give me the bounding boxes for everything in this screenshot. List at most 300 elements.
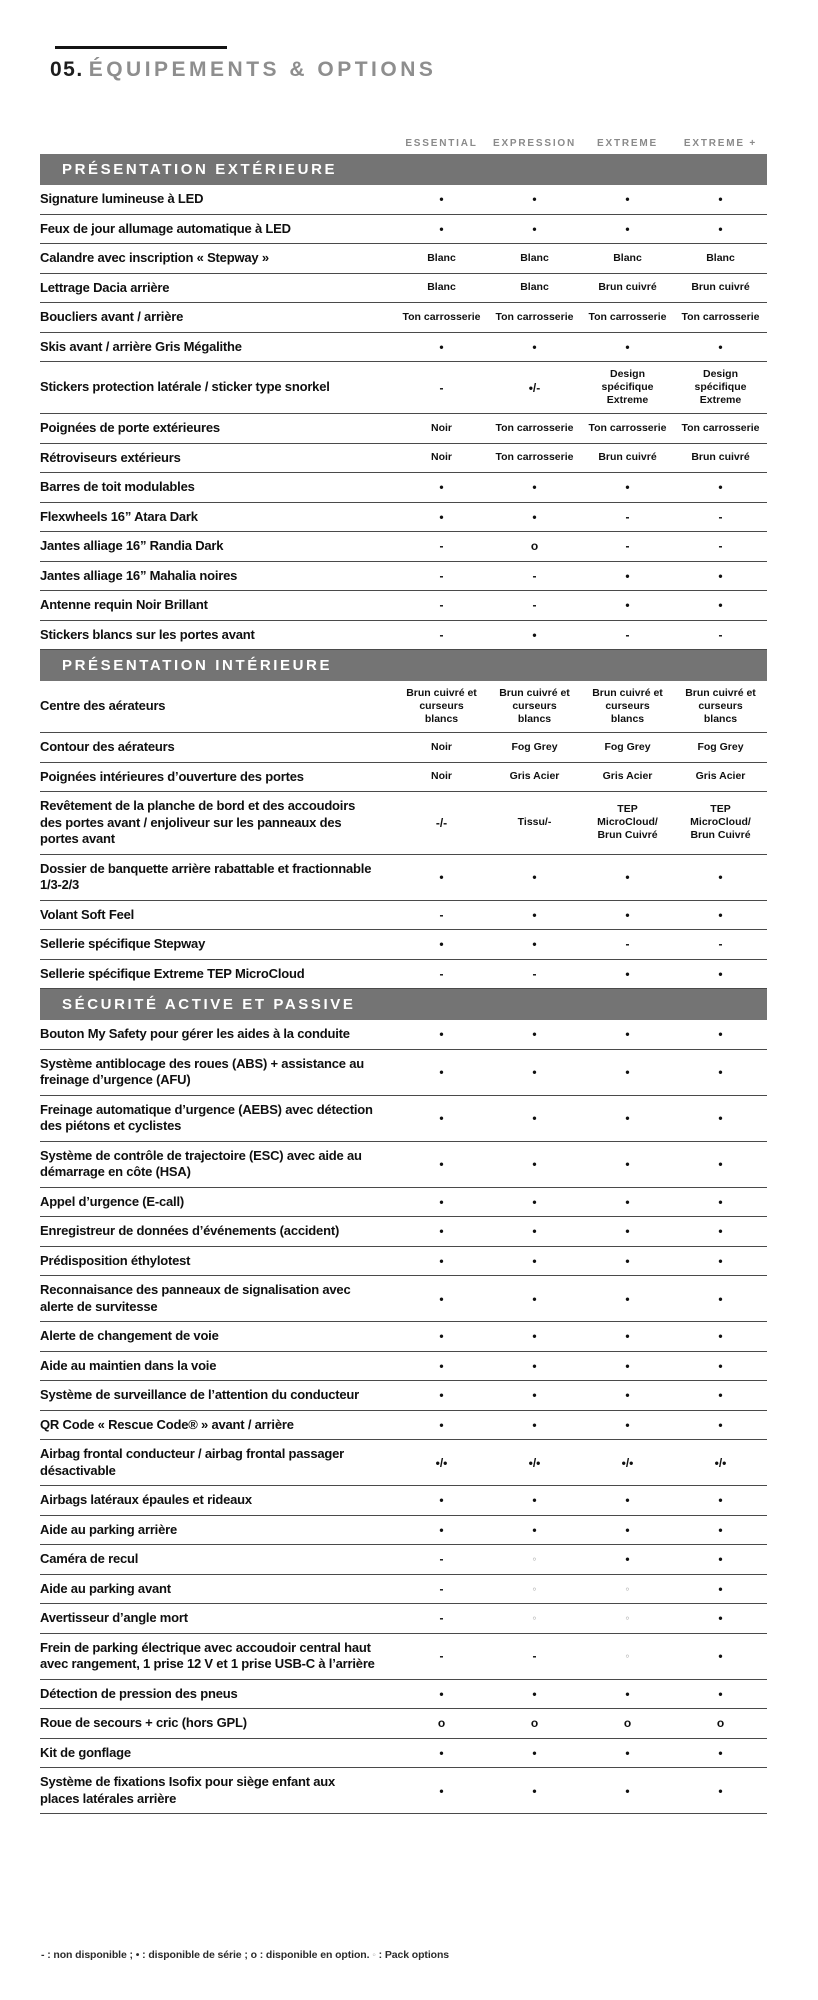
availability-cell: [395, 1196, 488, 1208]
availability-value: •: [625, 1329, 630, 1344]
availability-value: •: [718, 966, 723, 981]
availability-value: •: [439, 1329, 444, 1344]
availability-value: Tissu/-: [517, 816, 552, 829]
table-row: [40, 1411, 767, 1441]
table-row: [40, 1634, 767, 1680]
availability-cell: [674, 871, 767, 883]
pack-option-symbol: ◦: [625, 1611, 630, 1626]
availability-cell: [581, 570, 674, 582]
availability-value: •: [439, 1686, 444, 1701]
availability-value: •: [718, 1581, 723, 1596]
availability-value: •: [625, 966, 630, 981]
availability-cell: [488, 540, 581, 552]
availability-cell: [395, 1330, 488, 1342]
availability-cell: [395, 1747, 488, 1759]
availability-cell: [581, 1457, 674, 1469]
availability-cell: [581, 1360, 674, 1372]
availability-value: •: [718, 568, 723, 583]
availability-cell: [581, 1785, 674, 1797]
feature-label: Aide au maintien dans la voie: [40, 1357, 217, 1373]
availability-value: •: [625, 1417, 630, 1432]
availability-cell: [395, 1612, 488, 1624]
availability-cell: [581, 341, 674, 353]
availability-cell: [488, 968, 581, 980]
availability-cell: [581, 223, 674, 235]
table-row: [40, 855, 767, 901]
availability-cell: [488, 1255, 581, 1267]
table-row: [40, 215, 767, 245]
feature-label: Avertisseur d’angle mort: [40, 1610, 188, 1625]
availability-value: Blanc: [520, 281, 549, 294]
availability-cell: [674, 1389, 767, 1401]
legend-text: - : non disponible ; • : disponible de série ; o : disponible en option.: [41, 1948, 373, 1961]
availability-cell: [581, 1158, 674, 1170]
availability-cell: [488, 871, 581, 883]
availability-cell: [674, 193, 767, 205]
availability-value: •: [718, 1388, 723, 1403]
table-row: [40, 1217, 767, 1247]
feature-label: Flexwheels 16” Atara Dark: [40, 508, 198, 524]
availability-cell: [395, 741, 488, 754]
table-row: [40, 1247, 767, 1277]
availability-value: •: [439, 480, 444, 495]
availability-cell: [395, 540, 488, 552]
availability-cell: [488, 599, 581, 611]
availability-cell: [395, 1293, 488, 1305]
section-header: [40, 989, 767, 1020]
table-row: [40, 414, 767, 444]
feature-label: QR Code « Rescue Code® » avant / arrière: [40, 1416, 294, 1432]
availability-cell: [674, 1255, 767, 1267]
availability-value: -: [718, 627, 723, 642]
availability-value: •: [532, 1783, 537, 1798]
feature-label: Jantes alliage 16” Mahalia noires: [40, 567, 238, 583]
availability-cell: [395, 1255, 488, 1267]
availability-cell: [581, 629, 674, 641]
availability-cell: [395, 817, 488, 829]
feature-label: Système antiblocage des roues (ABS) + assistance au freinage d’urgence (AFU): [40, 1055, 364, 1087]
availability-cell: [395, 341, 488, 353]
feature-label: Kit de gonflage: [40, 1744, 131, 1760]
availability-cell: [581, 1293, 674, 1305]
availability-value: Ton carrosserie: [402, 310, 481, 323]
availability-value: •: [625, 1686, 630, 1701]
availability-value: Design spécifique Extreme: [601, 368, 654, 406]
availability-cell: [395, 1028, 488, 1040]
availability-value: •: [532, 627, 537, 642]
feature-label: Enregistreur de données d’événements (accident): [40, 1223, 340, 1238]
feature-label: Airbag frontal conducteur / airbag frontal passager désactivable: [40, 1446, 345, 1478]
availability-value: •: [532, 1027, 537, 1042]
availability-value: Blanc: [520, 251, 549, 264]
availability-value: Brun cuivré: [598, 281, 657, 294]
availability-value: •: [439, 1065, 444, 1079]
table-row: [40, 333, 767, 363]
availability-cell: [488, 281, 581, 294]
availability-cell: [488, 1158, 581, 1170]
availability-cell: [581, 770, 674, 783]
availability-cell: [488, 1688, 581, 1700]
availability-value: •: [718, 1027, 723, 1042]
table-row: [40, 1680, 767, 1710]
availability-value: •: [718, 1111, 723, 1125]
availability-cell: [581, 1553, 674, 1565]
section-header: [40, 154, 767, 185]
availability-cell: [674, 451, 767, 464]
pack-option-symbol: ◦: [532, 1552, 537, 1567]
availability-value: •: [718, 1745, 723, 1760]
availability-cell: [395, 871, 488, 883]
availability-value: •: [625, 480, 630, 495]
availability-cell: [674, 909, 767, 921]
title-rule: [55, 46, 227, 49]
table-row: [40, 1142, 767, 1188]
availability-value: -: [625, 539, 630, 554]
availability-value: -/-: [435, 815, 448, 830]
availability-cell: [395, 1389, 488, 1401]
availability-value: •: [532, 192, 537, 207]
availability-cell: [488, 1583, 581, 1595]
availability-cell: [395, 1066, 488, 1078]
availability-cell: [488, 1293, 581, 1305]
availability-value: -: [625, 937, 630, 952]
availability-cell: [488, 1612, 581, 1624]
table-row: [40, 562, 767, 592]
availability-value: •: [718, 1224, 723, 1239]
availability-cell: [488, 1360, 581, 1372]
feature-label: Alerte de changement de voie: [40, 1328, 219, 1343]
availability-value: •/•: [621, 1455, 634, 1470]
availability-cell: [674, 770, 767, 783]
availability-cell: [488, 252, 581, 265]
availability-cell: [581, 1196, 674, 1208]
availability-cell: [674, 1612, 767, 1624]
availability-value: •: [439, 1224, 444, 1239]
availability-value: Ton carrosserie: [681, 310, 760, 323]
availability-cell: [581, 252, 674, 265]
feature-label: Prédisposition éthylotest: [40, 1252, 191, 1268]
availability-value: -: [439, 1581, 444, 1596]
availability-cell: [488, 223, 581, 235]
availability-cell: [581, 1389, 674, 1401]
availability-cell: [395, 1717, 488, 1729]
availability-cell: [395, 909, 488, 921]
availability-value: •: [532, 1065, 537, 1079]
availability-value: •: [439, 509, 444, 524]
availability-value: TEP MicroCloud/ Brun Cuivré: [597, 803, 658, 842]
availability-cell: [395, 1225, 488, 1237]
availability-cell: [395, 1650, 488, 1662]
availability-value: •: [532, 1388, 537, 1403]
availability-value: •: [439, 1745, 444, 1760]
availability-value: -: [532, 598, 537, 613]
availability-value: •: [625, 1111, 630, 1125]
table-row: [40, 901, 767, 931]
table-row: [40, 244, 767, 274]
availability-value: •: [625, 1224, 630, 1239]
feature-label: Feux de jour allumage automatique à LED: [40, 220, 291, 236]
table-row: [40, 1276, 767, 1322]
feature-label: Skis avant / arrière Gris Mégalithe: [40, 338, 242, 354]
availability-cell: [674, 1158, 767, 1170]
availability-cell: [674, 540, 767, 552]
availability-cell: [395, 1688, 488, 1700]
availability-cell: [674, 1225, 767, 1237]
availability-value: Noir: [431, 451, 452, 464]
availability-value: •: [439, 1783, 444, 1798]
availability-cell: [488, 1028, 581, 1040]
availability-value: •: [718, 221, 723, 236]
table-row: [40, 1381, 767, 1411]
availability-cell: [581, 1524, 674, 1536]
availability-cell: [488, 741, 581, 754]
availability-value: TEP MicroCloud/ Brun Cuivré: [690, 803, 751, 842]
availability-cell: [581, 1330, 674, 1342]
availability-cell: [395, 311, 488, 324]
feature-label: Poignées de porte extérieures: [40, 420, 220, 435]
availability-value: •: [718, 339, 723, 354]
availability-cell: [488, 1747, 581, 1759]
availability-value: •: [532, 907, 537, 922]
column-header-extreme: EXTREME: [597, 138, 658, 149]
availability-cell: [674, 1524, 767, 1536]
availability-cell: [395, 1553, 488, 1565]
availability-value: •: [625, 339, 630, 354]
availability-cell: [395, 968, 488, 980]
feature-label: Contour des aérateurs: [40, 739, 175, 754]
feature-label: Stickers protection latérale / sticker type snorkel: [40, 379, 330, 395]
table-row: [40, 930, 767, 960]
availability-cell: [581, 1717, 674, 1729]
availability-cell: [674, 803, 767, 842]
availability-value: -: [439, 568, 444, 583]
page-title-text: ÉQUIPEMENTS & OPTIONS: [88, 58, 437, 81]
availability-value: Ton carrosserie: [495, 451, 574, 464]
availability-cell: [581, 1650, 674, 1662]
availability-cell: [581, 1612, 674, 1624]
availability-value: •/-: [528, 380, 541, 395]
feature-label: Roue de secours + cric (hors GPL): [40, 1715, 247, 1730]
table-row: [40, 444, 767, 474]
table-row: [40, 591, 767, 621]
availability-value: •: [439, 870, 444, 884]
feature-label: Poignées intérieures d’ouverture des portes: [40, 768, 304, 784]
section-title: PRÉSENTATION EXTÉRIEURE: [62, 161, 338, 178]
availability-cell: [488, 1066, 581, 1078]
availability-cell: [674, 252, 767, 265]
feature-label: Antenne requin Noir Brillant: [40, 597, 208, 612]
table-row: [40, 1486, 767, 1516]
availability-cell: [488, 687, 581, 726]
availability-cell: [581, 1494, 674, 1506]
availability-cell: [581, 1112, 674, 1124]
availability-value: •: [718, 480, 723, 495]
availability-value: Ton carrosserie: [495, 310, 574, 323]
availability-cell: [581, 909, 674, 921]
equipment-table: [40, 154, 767, 1814]
availability-cell: [581, 599, 674, 611]
table-row: [40, 1096, 767, 1142]
availability-value: Gris Acier: [602, 770, 653, 783]
availability-value: •: [532, 1493, 537, 1508]
availability-value: •/•: [714, 1455, 727, 1470]
availability-value: •: [439, 1027, 444, 1042]
availability-value: -: [439, 598, 444, 613]
availability-cell: [581, 938, 674, 950]
availability-legend: [41, 1949, 449, 1961]
availability-cell: [674, 1785, 767, 1797]
availability-value: •: [625, 221, 630, 236]
table-row: [40, 763, 767, 793]
availability-value: Brun cuivré et curseurs blancs: [685, 687, 756, 725]
availability-cell: [674, 341, 767, 353]
feature-label: Stickers blancs sur les portes avant: [40, 626, 255, 642]
availability-value: -: [439, 1552, 444, 1567]
availability-cell: [488, 1225, 581, 1237]
availability-cell: [581, 1255, 674, 1267]
table-row: [40, 532, 767, 562]
availability-cell: [581, 451, 674, 464]
availability-cell: [395, 599, 488, 611]
availability-cell: [488, 451, 581, 464]
availability-value: •: [625, 1194, 630, 1209]
feature-label: Boucliers avant / arrière: [40, 309, 184, 324]
availability-cell: [488, 570, 581, 582]
availability-cell: [488, 1330, 581, 1342]
availability-cell: [488, 1717, 581, 1729]
availability-value: •: [532, 1157, 537, 1171]
availability-value: •: [718, 1611, 723, 1626]
availability-cell: [395, 1494, 488, 1506]
availability-value: •: [718, 1329, 723, 1344]
pack-option-symbol: ◦: [532, 1581, 537, 1596]
availability-cell: [488, 1553, 581, 1565]
availability-value: Brun cuivré et curseurs blancs: [406, 687, 477, 725]
legend-pack-symbol: ◦: [372, 1948, 376, 1961]
availability-value: •: [625, 1388, 630, 1403]
availability-value: •: [625, 1253, 630, 1268]
availability-value: •: [532, 1522, 537, 1537]
availability-value: •: [718, 1417, 723, 1432]
availability-cell: [674, 481, 767, 493]
availability-value: •: [532, 1417, 537, 1432]
availability-value: •: [625, 1065, 630, 1079]
section-title: SÉCURITÉ ACTIVE ET PASSIVE: [62, 996, 356, 1013]
table-row: [40, 1545, 767, 1575]
availability-cell: [674, 1650, 767, 1662]
availability-cell: [581, 1583, 674, 1595]
availability-cell: [488, 629, 581, 641]
table-row: [40, 503, 767, 533]
table-row: [40, 1516, 767, 1546]
feature-label: Frein de parking électrique avec accoudoir central haut avec rangement, 1 prise 12 V et 1 prise USB-C à l’arrière: [40, 1639, 375, 1671]
column-header-extreme: EXTREME +: [683, 138, 758, 149]
availability-value: •: [718, 907, 723, 922]
feature-label: Système de surveillance de l’attention du conducteur: [40, 1387, 360, 1402]
availability-value: •: [532, 509, 537, 524]
availability-cell: [395, 1419, 488, 1431]
availability-cell: [488, 511, 581, 523]
availability-value: •: [532, 480, 537, 495]
availability-value: •: [532, 937, 537, 952]
availability-value: •: [718, 1783, 723, 1798]
availability-value: •: [439, 192, 444, 207]
column-header-essential: ESSENTIAL: [405, 138, 478, 149]
availability-cell: [488, 382, 581, 394]
feature-label: Détection de pression des pneus: [40, 1685, 238, 1701]
availability-value: Brun cuivré: [598, 451, 657, 464]
availability-cell: [488, 1112, 581, 1124]
availability-value: •: [718, 1253, 723, 1268]
table-row: [40, 362, 767, 414]
availability-value: •: [625, 907, 630, 922]
feature-label: Airbags latéraux épaules et rideaux: [40, 1492, 252, 1507]
availability-value: •: [625, 1157, 630, 1171]
feature-label: Revêtement de la planche de bord et des accoudoirs des portes avant / enjoliveur sur les panneaux des portes avant: [40, 798, 356, 846]
availability-value: -: [439, 966, 444, 981]
availability-value: •: [439, 1388, 444, 1403]
availability-cell: [674, 1112, 767, 1124]
availability-value: o: [530, 539, 539, 554]
availability-value: -: [718, 539, 723, 554]
availability-cell: [674, 1583, 767, 1595]
availability-value: •: [625, 1522, 630, 1537]
availability-value: -: [439, 907, 444, 922]
feature-label: Aide au parking arrière: [40, 1521, 178, 1537]
availability-value: •: [718, 1194, 723, 1209]
availability-cell: [395, 422, 488, 435]
availability-cell: [488, 341, 581, 353]
page-title: [50, 58, 818, 82]
availability-value: •: [439, 1194, 444, 1209]
availability-cell: [395, 1457, 488, 1469]
availability-cell: [674, 1553, 767, 1565]
availability-cell: [674, 1028, 767, 1040]
availability-cell: [395, 570, 488, 582]
feature-label: Bouton My Safety pour gérer les aides à la conduite: [40, 1026, 350, 1041]
availability-cell: [674, 1688, 767, 1700]
availability-cell: [395, 481, 488, 493]
availability-value: Design spécifique Extreme: [694, 368, 747, 406]
availability-value: •: [718, 1065, 723, 1079]
availability-cell: [488, 909, 581, 921]
availability-value: •: [625, 568, 630, 583]
availability-value: Noir: [431, 740, 452, 753]
availability-cell: [488, 422, 581, 435]
availability-cell: [581, 1225, 674, 1237]
availability-value: •: [718, 192, 723, 207]
availability-cell: [674, 1457, 767, 1469]
availability-cell: [674, 223, 767, 235]
table-row: [40, 303, 767, 333]
availability-value: o: [530, 1716, 539, 1731]
availability-value: Blanc: [427, 281, 456, 294]
availability-cell: [488, 816, 581, 829]
availability-value: •: [532, 1329, 537, 1344]
table-row: [40, 473, 767, 503]
section-title: PRÉSENTATION INTÉRIEURE: [62, 657, 333, 674]
availability-value: -: [532, 568, 537, 583]
availability-value: Brun cuivré et curseurs blancs: [592, 687, 663, 725]
feature-label: Signature lumineuse à LED: [40, 191, 204, 206]
availability-cell: [674, 570, 767, 582]
availability-cell: [674, 741, 767, 754]
availability-cell: [488, 311, 581, 324]
feature-label: Aide au parking avant: [40, 1580, 171, 1596]
availability-value: Ton carrosserie: [588, 421, 667, 434]
availability-value: •: [532, 1194, 537, 1209]
availability-value: Gris Acier: [695, 770, 746, 783]
